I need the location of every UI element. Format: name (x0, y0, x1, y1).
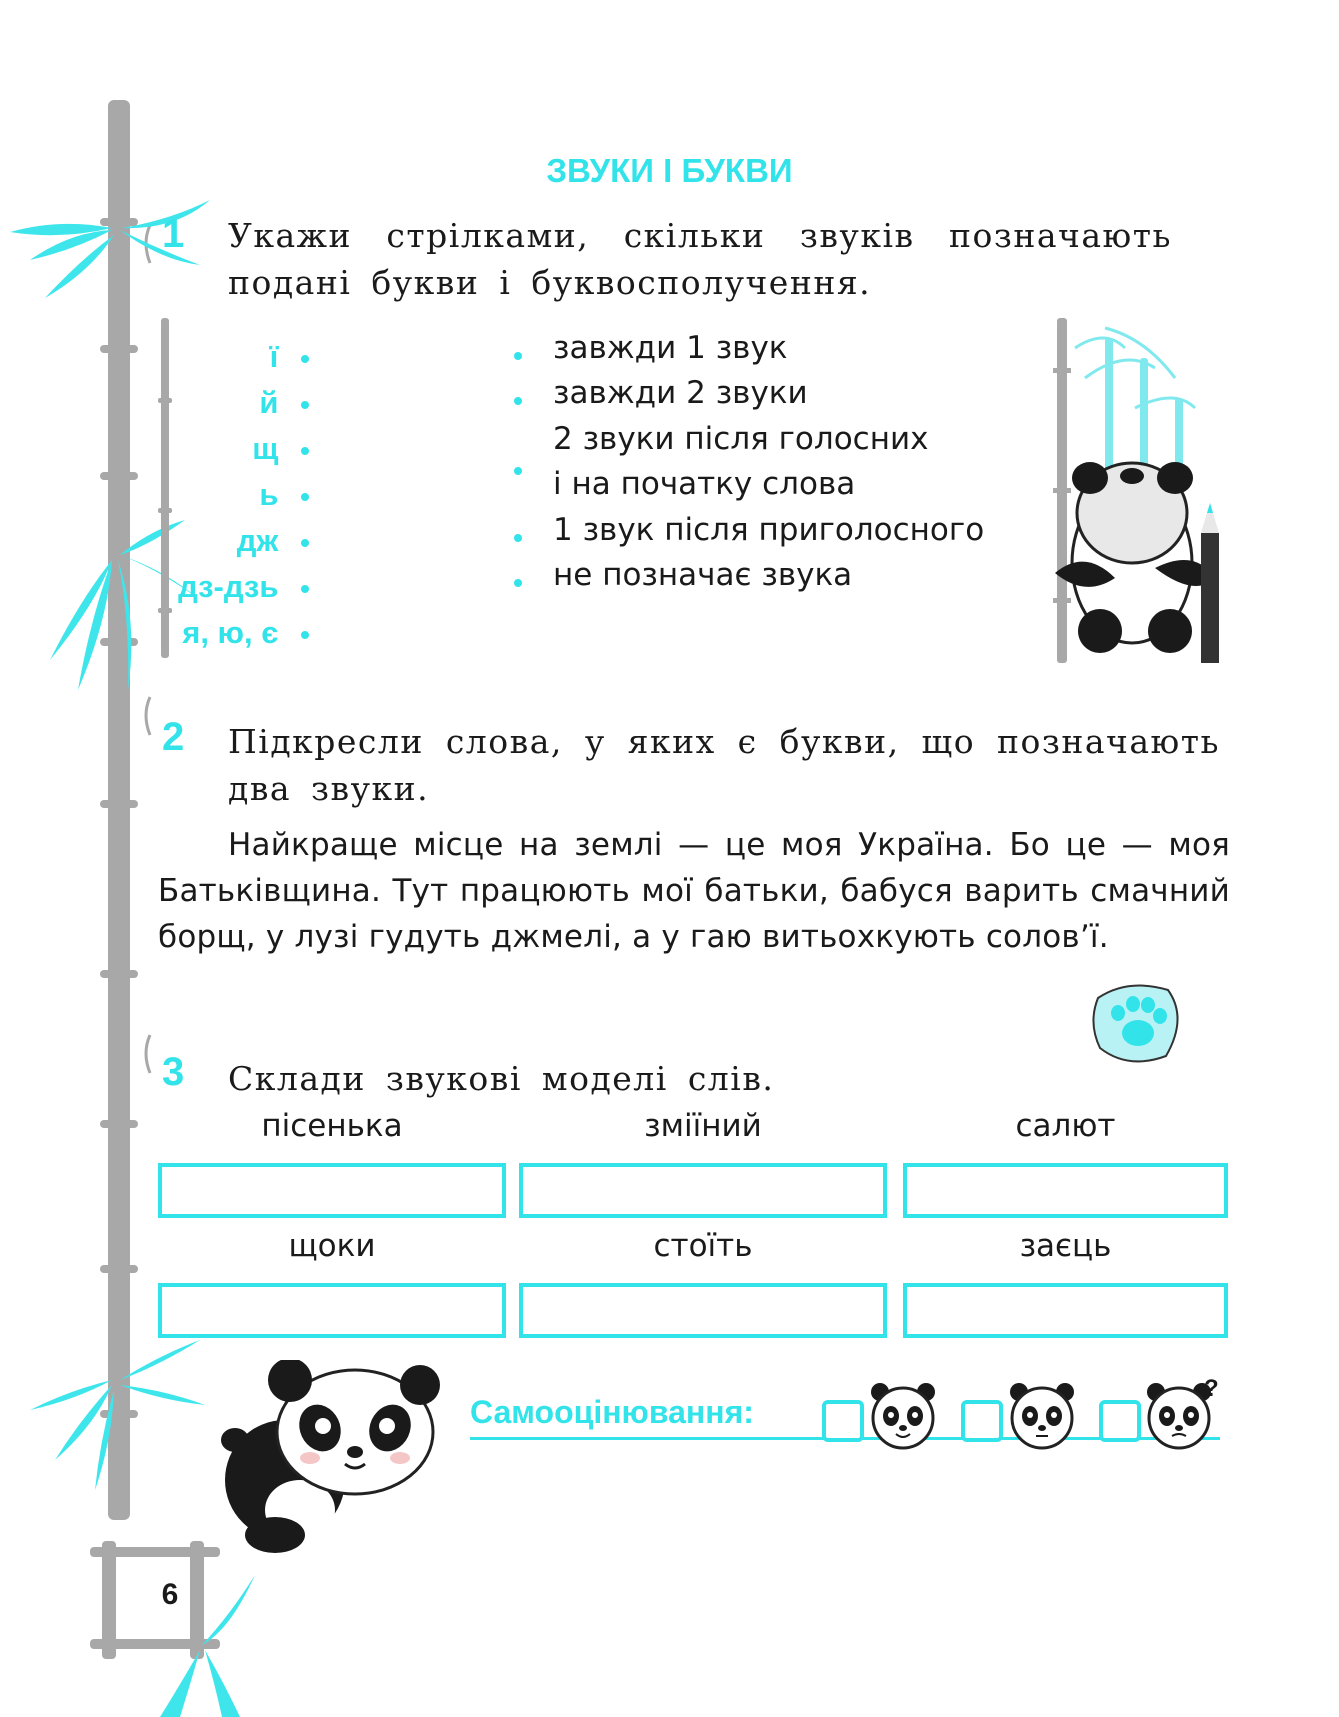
letters-list (178, 334, 309, 656)
letter-item: щ (178, 426, 309, 472)
task-1-instruction: Укажи стрілками, скільки звуків позначають подані букви і буквосполучення. (228, 216, 1172, 302)
sound-model-box[interactable] (903, 1283, 1228, 1338)
dot (301, 539, 309, 547)
word-label: щоки (288, 1228, 376, 1264)
task-2-number: 2 (162, 715, 185, 759)
panda-happy-icon (866, 1378, 940, 1452)
sound-model-box[interactable] (158, 1163, 506, 1218)
word-label: стоїть (653, 1228, 753, 1264)
dot (301, 493, 309, 501)
dot (301, 355, 309, 363)
letter-item: й (178, 380, 309, 426)
page-number: 6 (161, 1578, 179, 1611)
svg-text:?: ? (1204, 1375, 1219, 1402)
word-label: заєць (1019, 1228, 1112, 1264)
assessment-checkbox[interactable] (961, 1400, 1003, 1442)
assessment-checkbox[interactable] (1099, 1400, 1141, 1442)
dot (301, 585, 309, 593)
letter-item: дз-дзь (178, 564, 309, 610)
task-2-passage: Найкраще місце на землі — це моя Україна. Бо це — моя Батьківщина. Тут працюють мої батьки, бабуся варить смачний борщ, у лузі гудуть джмелі, а у гаю витьохкують солов’ї. (158, 827, 1230, 955)
small-bamboo (158, 318, 172, 658)
dot (301, 447, 309, 455)
sound-model-box[interactable] (519, 1163, 887, 1218)
word-label: салют (1015, 1108, 1116, 1144)
page-number-frame (90, 1535, 260, 1717)
dot (301, 401, 309, 409)
letter-item: ї (178, 334, 309, 380)
panda-neutral-icon (1005, 1378, 1079, 1452)
letter-item: ь (178, 472, 309, 518)
sound-model-box[interactable] (158, 1283, 506, 1338)
sound-model-box[interactable] (519, 1283, 887, 1338)
letter-item: дж (178, 518, 309, 564)
sound-model-box[interactable] (903, 1163, 1228, 1218)
task-3-instruction: Склади звукові моделі слів. (228, 1059, 775, 1098)
word-label: зміїний (644, 1108, 762, 1144)
panda-pencil-illustration (1045, 318, 1245, 663)
letter-item: я, ю, є (178, 610, 309, 656)
self-assessment-label: Самооцінювання: (470, 1394, 754, 1430)
assessment-checkbox[interactable] (822, 1400, 864, 1442)
task-1-number: 1 (162, 212, 185, 256)
task-3-number: 3 (162, 1050, 185, 1094)
page-title: ЗВУКИ І БУКВИ (546, 152, 793, 189)
panda-illustration (215, 1360, 455, 1555)
word-label: пісенька (261, 1108, 403, 1144)
task-2-instruction: Підкресли слова, у яких є букви, що позначають два звуки. (228, 722, 1220, 808)
panda-confused-icon (1142, 1374, 1222, 1452)
dot (301, 631, 309, 639)
